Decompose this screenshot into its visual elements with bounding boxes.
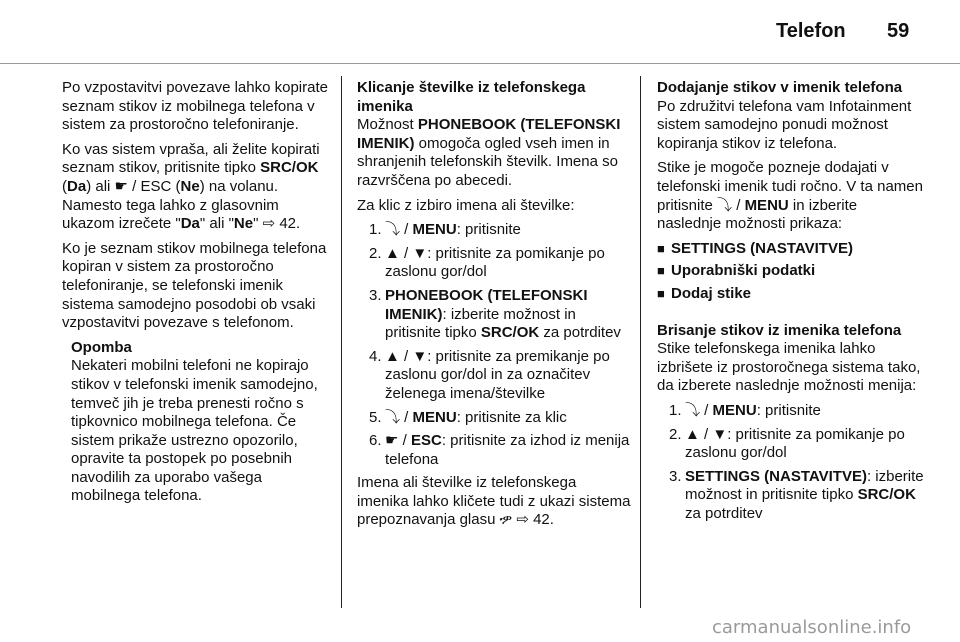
paragraph-auto-update: Ko je seznam stikov mobilnega telefona kopiran v sistem za prostoročno telefoniranje, se telefonski imenik sistema samodejno posodobi ob vsaki vzpostavitvi povezave s telefonom. [62, 239, 327, 332]
list-item: 4. ▲ / ▼: pritisnite za premikanje po zaslonu gor/dol in za označitev želenega imena/številke [369, 347, 610, 402]
column-divider-2 [640, 76, 641, 608]
page-number: 59 [887, 20, 910, 42]
paragraph-auto-copy-offer: Po združitvi telefona vam Infotainment sistem samodejno ponudi možnost kopiranja stikov iz telefona. [657, 97, 912, 152]
up-down-arrows-icon: ▲ / ▼ [385, 347, 428, 365]
list-item: 6. ☛ / ESC: pritisnite za izhod iz menija telefona [369, 432, 630, 468]
list-item: ■ Uporabniški podatki [657, 262, 925, 281]
phone-call-icon: ⤵ [385, 221, 401, 239]
page-title: Telefon [776, 20, 846, 42]
list-item: ■ Dodaj stike [657, 285, 925, 304]
paragraph-voice-dialing: Imena ali številke iz telefonskega imenika lahko kličete tudi z ukazi sistema prepoznavanja glasu ዏ ⇨ 42. [357, 474, 631, 529]
list-item: 1. ⤵ / MENU: pritisnite [669, 401, 821, 419]
list-item: 3. PHONEBOOK (TELEFONSKI IMENIK): izberite možnost in pritisnite tipko SRC/OK za potrditev [369, 286, 621, 342]
section-heading-dialing: Klicanje številke iz telefonskega imenika [357, 79, 586, 115]
list-item: 2. ▲ / ▼: pritisnite za pomikanje po zaslonu gor/dol [369, 244, 605, 281]
header-divider [0, 63, 960, 64]
paragraph-call-steps-intro: Za klic z izbiro imena ali številke: [357, 196, 575, 214]
list-item: ■ SETTINGS (NASTAVITVE) [657, 240, 925, 259]
call-steps-list [357, 221, 631, 469]
delete-steps-list [657, 402, 925, 524]
section-heading-add-contacts: Dodajanje stikov v imenik telefona [657, 79, 903, 96]
phone-call-icon: ⤵ [717, 196, 733, 214]
list-item: 1. ⤵ / MENU: pritisnite [369, 221, 521, 239]
up-down-arrows-icon: ▲ / ▼ [385, 244, 428, 262]
end-call-icon: ☛ [114, 177, 128, 195]
column-3 [657, 79, 925, 528]
phone-call-icon: ⤵ [385, 408, 401, 426]
paragraph-intro: Po vzpostavitvi povezave lahko kopirate seznam stikov iz mobilnega telefona v sistem za prostoročno telefoniranje. [62, 79, 328, 134]
section-heading-delete-contacts: Brisanje stikov iz imenika telefona [657, 321, 902, 339]
page-reference-icon: ⇨ [262, 215, 276, 233]
page-reference-icon: ⇨ [516, 511, 529, 529]
column-1 [62, 79, 330, 506]
note-box [62, 339, 330, 506]
column-divider-1 [341, 76, 342, 608]
list-item: 2. ▲ / ▼: pritisnite za pomikanje po zaslonu gor/dol [669, 425, 905, 462]
column-2 [357, 79, 631, 536]
watermark: carmanualsonline.info [712, 617, 912, 638]
list-item: 3. SETTINGS (NASTAVITVE): izberite možnost in pritisnite tipko SRC/OK za potrditev [669, 467, 924, 522]
paragraph-copy-prompt: Ko vas sistem vpraša, ali želite kopirati seznam stikov, pritisnite tipko SRC/OK (Da) ali ☛ / ESC (Ne) na volanu. Namesto tega lahko z glasovnim ukazom izrečete "Da" ali "Ne" ⇨ 42. [62, 140, 320, 233]
note-text: Nekateri mobilni telefoni ne kopirajo stikov v telefonski imenik samodejno, temveč jih je treba prenesti ročno s tipkovnico mobilnega telefona. Če sistem prikaže ustrezno opozorilo, opravite ta postopek po posebnih navodilih za uporabo vašega mobilnega telefona. [71, 357, 318, 505]
voice-recognition-icon: ዏ [499, 511, 513, 529]
menu-path-list [657, 240, 925, 304]
phone-call-icon: ⤵ [685, 401, 701, 419]
paragraph-delete-intro: Stike telefonskega imenika lahko izbrišete iz prostoročnega sistema tako, da izberete naslednje možnosti menija: [657, 340, 921, 395]
list-item: 5. ⤵ / MENU: pritisnite za klic [369, 408, 567, 426]
paragraph-manual-add: Stike je mogoče pozneje dodajati v telefonski imenik tudi ročno. V ta namen pritisnite ⤵ / MENU in izberite naslednje možnosti prikaza: [657, 159, 923, 233]
paragraph-phonebook: Možnost PHONEBOOK (TELEFONSKI IMENIK) omogoča ogled vseh imen in shranjenih telefonskih številk. Imena so razvrščena po abecedi. [357, 116, 621, 189]
note-heading: Opomba [71, 338, 132, 356]
end-call-icon: ☛ [385, 432, 399, 450]
up-down-arrows-icon: ▲ / ▼ [685, 425, 728, 443]
